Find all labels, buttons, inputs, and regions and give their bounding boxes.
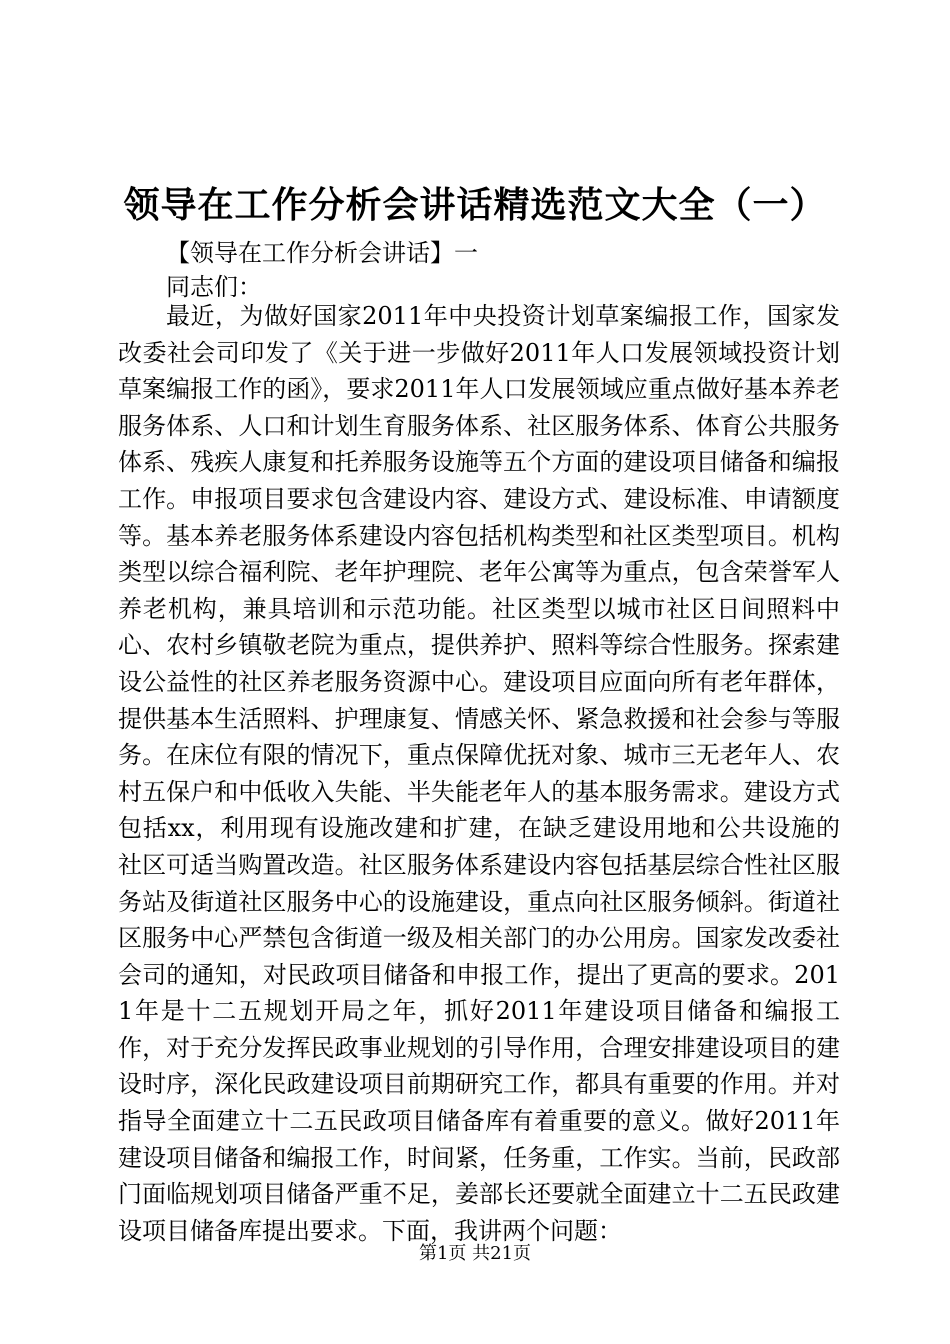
salutation: 同志们： xyxy=(166,273,262,301)
document-subtitle: 【领导在工作分析会讲话】一 xyxy=(166,239,478,267)
page-number-footer: 第1页 共21页 xyxy=(418,1243,532,1264)
body-paragraph: 最近，为做好国家2011年中央投资计划草案编报工作，国家发改委社会司印发了《关于进一步做好2011年人口发展领域投资计划草案编报工作的函》，要求2011年人口发展领域应重点做好基本养老服务体系、人口和计划生育服务体系、社区服务体系、体育公共服务体系、残疾人康复和托养服务设施等五个方面的建设项目储备和编报工作。申报项目要求包含建设内容、建设方式、建设标准、申请额度等。基本养老服务体系建设内容包括机构类型和社区类型项目。机构类型以综合福利院、老年护理院、老年公寓等为重点，包含荣誉军人养老机构，兼具培训和示范功能。社区类型以城市社区日间照料中心、农村乡镇敬老院为重点，提供养护、照料等综合性服务。探索建设公益性的社区养老服务资源中心。建设项目应面向所有老年群体，提供基本生活照料、护理康复、情感关怀、紧急救援和社会参与等服务。在床位有限的情况下，重点保障优抚对象、城市三无老年人、农村五保户和中低收入失能、半失能老年人的基本服务需求。建设方式包括xx，利用现有设施改建和扩建，在缺乏建设用地和公共设施的社区可适当购置改造。社区服务体系建设内容包括基层综合性社区服务站及街道社区服务中心的设施建设，重点向社区服务倾斜。街道社区服务中心严禁包含街道一级及相关部门的办公用房。国家发改委社会司的通知，对民政项目储备和申报工作，提出了更高的要求。2011年是十二五规划开局之年，抓好2011年建设项目储备和编报工作，对于充分发挥民政事业规划的引导作用，合理安排建设项目的建设时序，深化民政建设项目前期研究工作，都具有重要的作用。并对指导全面建立十二五民政项目储备库有着重要的意义。做好2011年建设项目储备和编报工作，时间紧，任务重，工作实。当前，民政部门面临规划项目储备严重不足，姜部长还要就全面建立十二五民政建设项目储备库提出要求。下面，我讲两个问题： xyxy=(118,302,840,1245)
document-title: 领导在工作分析会讲话精选范文大全（一） xyxy=(123,184,827,226)
